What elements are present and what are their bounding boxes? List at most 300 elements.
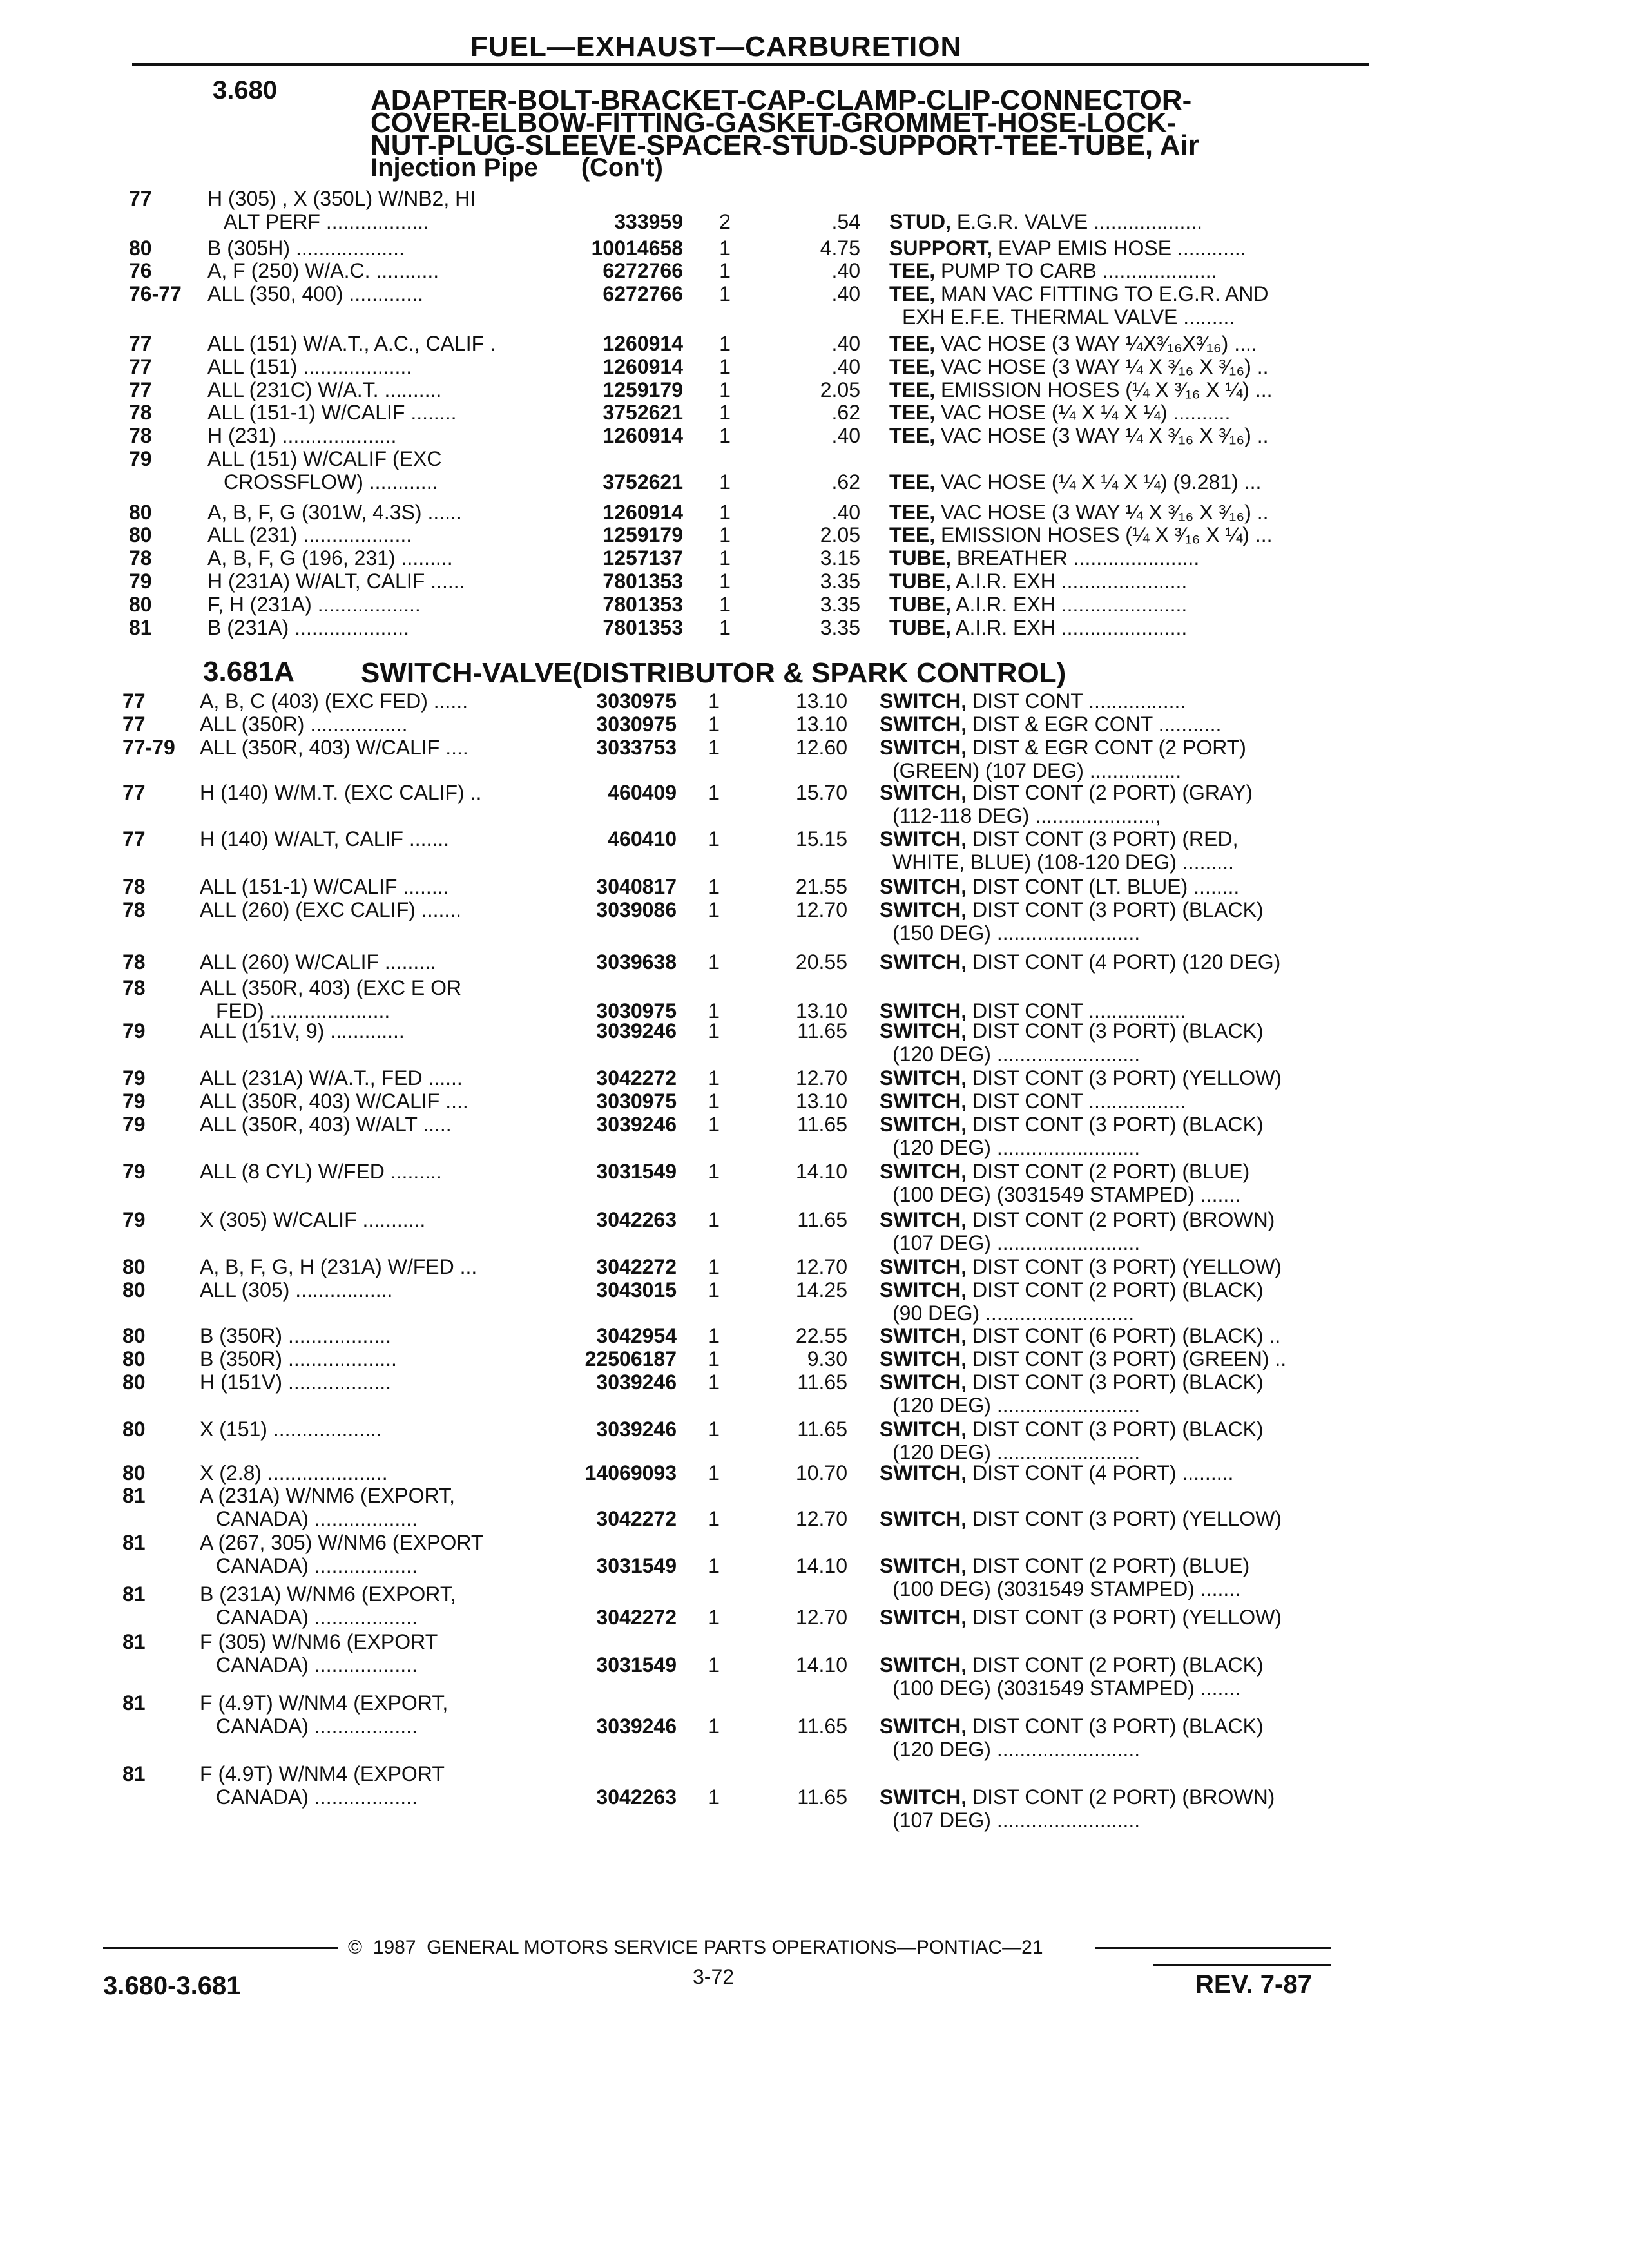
description-cont: (112-118 DEG) ....................., bbox=[892, 804, 1161, 827]
model-year: 79 bbox=[122, 1113, 146, 1136]
part-number: 3042272 bbox=[596, 1507, 677, 1530]
part-number: 3039638 bbox=[596, 950, 677, 974]
description bbox=[889, 616, 1187, 639]
description bbox=[880, 1785, 1275, 1809]
price: 12.70 bbox=[795, 1606, 847, 1629]
description-text: DIST & EGR CONT ........... bbox=[967, 713, 1222, 736]
application: A, B, F, G (196, 231) ......... bbox=[207, 546, 453, 570]
part-number: 1259179 bbox=[602, 523, 683, 546]
price: 12.70 bbox=[795, 1507, 847, 1530]
description-text: DIST CONT ................. bbox=[967, 999, 1186, 1023]
description bbox=[880, 875, 1239, 898]
description-keyword: SWITCH, bbox=[880, 950, 967, 974]
price: 20.55 bbox=[795, 950, 847, 974]
model-year: 77 bbox=[122, 827, 146, 850]
footer-revision: REV. 7-87 bbox=[1195, 1970, 1312, 1999]
model-year: 80 bbox=[122, 1461, 146, 1485]
application-cont: CANADA) .................. bbox=[216, 1653, 418, 1677]
part-number: 3043015 bbox=[596, 1278, 677, 1302]
header-rule bbox=[132, 63, 1369, 66]
quantity: 1 bbox=[708, 1255, 720, 1278]
description-keyword: SWITCH, bbox=[880, 1019, 967, 1043]
price: 3.35 bbox=[820, 570, 860, 593]
description-text: VAC HOSE (3 WAY ¼ X ³⁄₁₆ X ³⁄₁₆) .. bbox=[935, 355, 1269, 378]
price: .40 bbox=[831, 332, 860, 355]
model-year: 80 bbox=[122, 1324, 146, 1347]
part-number: 3030975 bbox=[596, 713, 677, 736]
description-keyword: SWITCH, bbox=[880, 898, 967, 921]
part-number: 3039086 bbox=[596, 898, 677, 921]
quantity: 1 bbox=[708, 1370, 720, 1394]
description-keyword: SWITCH, bbox=[880, 1507, 967, 1530]
description bbox=[880, 781, 1253, 804]
description-keyword: SWITCH, bbox=[880, 1785, 967, 1809]
description-text: DIST CONT ................. bbox=[967, 1090, 1186, 1113]
part-number: 14069093 bbox=[584, 1461, 677, 1485]
quantity: 1 bbox=[708, 1461, 720, 1485]
price: 14.25 bbox=[795, 1278, 847, 1302]
model-year: 80 bbox=[129, 523, 152, 546]
application: ALL (350R) ................. bbox=[200, 713, 408, 736]
quantity: 1 bbox=[708, 1715, 720, 1738]
description bbox=[889, 378, 1273, 401]
application: A (267, 305) W/NM6 (EXPORT bbox=[200, 1531, 484, 1554]
application: H (151V) .................. bbox=[200, 1370, 391, 1394]
model-year: 77 bbox=[122, 713, 146, 736]
model-year: 78 bbox=[122, 976, 146, 999]
part-number: 3030975 bbox=[596, 999, 677, 1023]
part-number: 10014658 bbox=[591, 236, 683, 260]
price: 12.70 bbox=[795, 1255, 847, 1278]
description bbox=[880, 736, 1246, 759]
description-keyword: SWITCH, bbox=[880, 1066, 967, 1090]
description bbox=[880, 1370, 1264, 1394]
price: 14.10 bbox=[795, 1160, 847, 1183]
model-year: 80 bbox=[129, 501, 152, 524]
description-text: DIST CONT (3 PORT) (YELLOW) bbox=[967, 1066, 1282, 1090]
description bbox=[880, 689, 1186, 713]
quantity: 1 bbox=[708, 1507, 720, 1530]
application: ALL (231A) W/A.T., FED ...... bbox=[200, 1066, 463, 1090]
application: ALL (350R, 403) (EXC E OR bbox=[200, 976, 462, 999]
footer-rule-left bbox=[103, 1947, 338, 1949]
description-cont: (120 DEG) ......................... bbox=[892, 1738, 1141, 1761]
model-year: 79 bbox=[129, 570, 152, 593]
quantity: 1 bbox=[708, 689, 720, 713]
description-text: A.I.R. EXH ...................... bbox=[951, 570, 1188, 593]
quantity: 1 bbox=[719, 501, 731, 524]
price: .40 bbox=[831, 424, 860, 447]
quantity: 1 bbox=[708, 1113, 720, 1136]
price: 12.70 bbox=[795, 1066, 847, 1090]
model-year: 77 bbox=[129, 187, 152, 210]
model-year: 78 bbox=[129, 424, 152, 447]
description bbox=[889, 401, 1230, 424]
application: ALL (350R, 403) W/CALIF .... bbox=[200, 736, 468, 759]
price: 11.65 bbox=[797, 1785, 847, 1809]
description-text: EMISSION HOSES (¼ X ³⁄₁₆ X ¼) ... bbox=[935, 378, 1273, 401]
price: .40 bbox=[831, 355, 860, 378]
quantity: 1 bbox=[708, 1554, 720, 1577]
quantity: 1 bbox=[719, 332, 731, 355]
description bbox=[889, 424, 1269, 447]
application: ALL (151) W/A.T., A.C., CALIF . bbox=[207, 332, 496, 355]
quantity: 1 bbox=[719, 378, 731, 401]
quantity: 1 bbox=[708, 875, 720, 898]
model-year: 81 bbox=[122, 1484, 146, 1507]
quantity: 1 bbox=[708, 1324, 720, 1347]
price: .62 bbox=[831, 401, 860, 424]
description-text: DIST CONT (4 PORT) ......... bbox=[967, 1461, 1234, 1485]
section-title-line: ADAPTER-BOLT-BRACKET-CAP-CLAMP-CLIP-CONNECTOR- bbox=[371, 84, 1192, 116]
description-cont: (120 DEG) ......................... bbox=[892, 1441, 1141, 1464]
part-number: 3039246 bbox=[596, 1370, 677, 1394]
model-year: 80 bbox=[129, 593, 152, 616]
part-number: 460410 bbox=[608, 827, 677, 850]
price: 15.15 bbox=[795, 827, 847, 850]
quantity: 1 bbox=[708, 1606, 720, 1629]
application: ALL (151-1) W/CALIF ........ bbox=[200, 875, 449, 898]
model-year: 80 bbox=[122, 1418, 146, 1441]
part-number: 3042272 bbox=[596, 1255, 677, 1278]
price: 15.70 bbox=[795, 781, 847, 804]
part-number: 3033753 bbox=[596, 736, 677, 759]
application-cont: CANADA) .................. bbox=[216, 1715, 418, 1738]
model-year: 77 bbox=[129, 332, 152, 355]
description-text: DIST CONT (2 PORT) (BLUE) bbox=[967, 1160, 1250, 1183]
application: B (231A) W/NM6 (EXPORT, bbox=[200, 1582, 456, 1606]
description bbox=[889, 236, 1246, 260]
price: .54 bbox=[831, 210, 860, 233]
quantity: 1 bbox=[719, 282, 731, 305]
description bbox=[880, 1554, 1249, 1577]
description-keyword: SWITCH, bbox=[880, 827, 967, 850]
application: H (140) W/M.T. (EXC CALIF) .. bbox=[200, 781, 482, 804]
description-text: DIST CONT (3 PORT) (YELLOW) bbox=[967, 1507, 1282, 1530]
application: B (231A) .................... bbox=[207, 616, 409, 639]
quantity: 1 bbox=[708, 1347, 720, 1370]
description-text: MAN VAC FITTING TO E.G.R. AND bbox=[935, 282, 1269, 305]
quantity: 1 bbox=[708, 1785, 720, 1809]
description-text: DIST CONT (3 PORT) (BLACK) bbox=[967, 1113, 1264, 1136]
price: 11.65 bbox=[797, 1715, 847, 1738]
model-year: 81 bbox=[122, 1531, 146, 1554]
section-title-line: NUT-PLUG-SLEEVE-SPACER-STUD-SUPPORT-TEE-TUBE, Air bbox=[371, 130, 1199, 161]
description bbox=[880, 1347, 1286, 1370]
price: 22.55 bbox=[795, 1324, 847, 1347]
application: A (231A) W/NM6 (EXPORT, bbox=[200, 1484, 455, 1507]
description-keyword: SWITCH, bbox=[880, 1554, 967, 1577]
quantity: 1 bbox=[719, 259, 731, 282]
description bbox=[880, 1653, 1264, 1677]
description bbox=[880, 1208, 1275, 1231]
description-keyword: SWITCH, bbox=[880, 1113, 967, 1136]
description bbox=[889, 593, 1187, 616]
description-text: VAC HOSE (¼ X ¼ X ¼) .......... bbox=[935, 401, 1231, 424]
application: ALL (151) ................... bbox=[207, 355, 412, 378]
application: A, B, C (403) (EXC FED) ...... bbox=[200, 689, 468, 713]
part-number: 3030975 bbox=[596, 1090, 677, 1113]
price: 13.10 bbox=[795, 1090, 847, 1113]
description-keyword: SUPPORT, bbox=[889, 236, 993, 260]
part-number: 7801353 bbox=[602, 616, 683, 639]
description-keyword: TEE, bbox=[889, 401, 936, 424]
quantity: 1 bbox=[708, 1418, 720, 1441]
part-number: 3031549 bbox=[596, 1554, 677, 1577]
price: .40 bbox=[831, 501, 860, 524]
model-year: 79 bbox=[122, 1160, 146, 1183]
description-keyword: TEE, bbox=[889, 424, 936, 447]
description-text: VAC HOSE (3 WAY ¼ X ³⁄₁₆ X ³⁄₁₆) .. bbox=[935, 424, 1269, 447]
description-keyword: SWITCH, bbox=[880, 1370, 967, 1394]
section-number: 3.681A bbox=[203, 656, 294, 687]
quantity: 1 bbox=[719, 546, 731, 570]
description-keyword: SWITCH, bbox=[880, 1461, 967, 1485]
price: 2.05 bbox=[820, 523, 860, 546]
description-text: DIST CONT (2 PORT) (BLUE) bbox=[967, 1554, 1250, 1577]
application: ALL (151) W/CALIF (EXC bbox=[207, 447, 442, 470]
application-cont: CROSSFLOW) ............ bbox=[224, 470, 438, 494]
model-year: 80 bbox=[122, 1370, 146, 1394]
description bbox=[880, 1278, 1264, 1302]
description-cont: (107 DEG) ......................... bbox=[892, 1809, 1141, 1832]
description-text: DIST CONT ................. bbox=[967, 689, 1186, 713]
model-year: 80 bbox=[129, 236, 152, 260]
description bbox=[880, 950, 1280, 974]
price: 9.30 bbox=[807, 1347, 847, 1370]
model-year: 78 bbox=[129, 546, 152, 570]
description-keyword: SWITCH, bbox=[880, 1715, 967, 1738]
description-keyword: TEE, bbox=[889, 332, 936, 355]
quantity: 1 bbox=[708, 781, 720, 804]
model-year: 81 bbox=[129, 616, 152, 639]
part-number: 3752621 bbox=[602, 401, 683, 424]
price: 11.65 bbox=[797, 1418, 847, 1441]
application: ALL (260) W/CALIF ......... bbox=[200, 950, 436, 974]
description-cont: (100 DEG) (3031549 STAMPED) ....... bbox=[892, 1577, 1241, 1600]
part-number: 3039246 bbox=[596, 1715, 677, 1738]
part-number: 3039246 bbox=[596, 1019, 677, 1043]
price: 11.65 bbox=[797, 1208, 847, 1231]
price: .40 bbox=[831, 282, 860, 305]
quantity: 1 bbox=[719, 355, 731, 378]
application: A, B, F, G, H (231A) W/FED ... bbox=[200, 1255, 477, 1278]
model-year: 77-79 bbox=[122, 736, 175, 759]
description-text: DIST CONT (2 PORT) (BROWN) bbox=[967, 1208, 1275, 1231]
description-keyword: STUD, bbox=[889, 210, 951, 233]
part-number: 1260914 bbox=[602, 501, 683, 524]
application: H (231) .................... bbox=[207, 424, 397, 447]
description bbox=[880, 898, 1264, 921]
description-keyword: SWITCH, bbox=[880, 713, 967, 736]
model-year: 81 bbox=[122, 1691, 146, 1715]
description-text: VAC HOSE (3 WAY ¼ X ³⁄₁₆ X ³⁄₁₆) .. bbox=[935, 501, 1269, 524]
application: ALL (231) ................... bbox=[207, 523, 412, 546]
part-number: 1259179 bbox=[602, 378, 683, 401]
quantity: 1 bbox=[708, 1019, 720, 1043]
price: 2.05 bbox=[820, 378, 860, 401]
description-text: DIST CONT (2 PORT) (GRAY) bbox=[967, 781, 1253, 804]
section-title-line: Injection Pipe (Con't) bbox=[371, 153, 663, 182]
description-keyword: SWITCH, bbox=[880, 1090, 967, 1113]
quantity: 1 bbox=[719, 593, 731, 616]
description bbox=[889, 470, 1261, 494]
model-year: 76-77 bbox=[129, 282, 182, 305]
description-text: DIST CONT (3 PORT) (BLACK) bbox=[967, 1370, 1264, 1394]
application: F (4.9T) W/NM4 (EXPORT bbox=[200, 1762, 445, 1785]
part-number: 3031549 bbox=[596, 1160, 677, 1183]
quantity: 1 bbox=[708, 1208, 720, 1231]
application: ALL (151V, 9) ............. bbox=[200, 1019, 405, 1043]
description-cont: WHITE, BLUE) (108-120 DEG) ......... bbox=[892, 850, 1234, 874]
application: B (350R) .................. bbox=[200, 1324, 391, 1347]
description-text: DIST CONT (3 PORT) (BLACK) bbox=[967, 898, 1264, 921]
description bbox=[889, 210, 1202, 233]
description-keyword: SWITCH, bbox=[880, 781, 967, 804]
application: A, B, F, G (301W, 4.3S) ...... bbox=[207, 501, 462, 524]
description-cont: (90 DEG) .......................... bbox=[892, 1302, 1135, 1325]
description-keyword: TUBE, bbox=[889, 546, 951, 570]
application-cont: ALT PERF .................. bbox=[224, 210, 429, 233]
description bbox=[880, 1715, 1264, 1738]
model-year: 79 bbox=[122, 1066, 146, 1090]
price: 4.75 bbox=[820, 236, 860, 260]
description-cont: (120 DEG) ......................... bbox=[892, 1394, 1141, 1417]
description bbox=[880, 1066, 1282, 1090]
description-text: VAC HOSE (3 WAY ¼X³⁄₁₆X³⁄₁₆) .... bbox=[935, 332, 1257, 355]
application: F, H (231A) .................. bbox=[207, 593, 421, 616]
price: 3.35 bbox=[820, 616, 860, 639]
application: B (350R) ................... bbox=[200, 1347, 397, 1370]
model-year: 77 bbox=[129, 355, 152, 378]
price: 11.65 bbox=[797, 1019, 847, 1043]
model-year: 80 bbox=[122, 1347, 146, 1370]
application: ALL (8 CYL) W/FED ......... bbox=[200, 1160, 442, 1183]
price: 13.10 bbox=[795, 999, 847, 1023]
description bbox=[889, 282, 1269, 305]
application-cont: CANADA) .................. bbox=[216, 1606, 418, 1629]
part-number: 1260914 bbox=[602, 424, 683, 447]
application: F (305) W/NM6 (EXPORT bbox=[200, 1630, 438, 1653]
price: .62 bbox=[831, 470, 860, 494]
footer-page-number: 3-72 bbox=[693, 1965, 735, 1988]
model-year: 79 bbox=[122, 1019, 146, 1043]
description-text: DIST CONT (2 PORT) (BLACK) bbox=[967, 1278, 1264, 1302]
description-keyword: TEE, bbox=[889, 378, 936, 401]
price: 14.10 bbox=[795, 1554, 847, 1577]
description bbox=[880, 1090, 1186, 1113]
application-cont: CANADA) .................. bbox=[216, 1785, 418, 1809]
description-text: DIST CONT (3 PORT) (BLACK) bbox=[967, 1715, 1264, 1738]
model-year: 77 bbox=[129, 378, 152, 401]
price: 11.65 bbox=[797, 1113, 847, 1136]
application: ALL (350R, 403) W/CALIF .... bbox=[200, 1090, 468, 1113]
application: X (151) ................... bbox=[200, 1418, 382, 1441]
section-number: 3.680 bbox=[213, 76, 278, 104]
description-cont: (100 DEG) (3031549 STAMPED) ....... bbox=[892, 1677, 1241, 1700]
quantity: 1 bbox=[708, 1160, 720, 1183]
model-year: 80 bbox=[122, 1255, 146, 1278]
description bbox=[880, 1255, 1282, 1278]
quantity: 1 bbox=[719, 424, 731, 447]
description-text: E.G.R. VALVE ................... bbox=[951, 210, 1203, 233]
application-cont: CANADA) .................. bbox=[216, 1507, 418, 1530]
footer-section-code: 3.680-3.681 bbox=[103, 1972, 241, 2000]
quantity: 1 bbox=[708, 713, 720, 736]
description-text: DIST CONT (3 PORT) (GREEN) .. bbox=[967, 1347, 1287, 1370]
price: 21.55 bbox=[795, 875, 847, 898]
description-keyword: SWITCH, bbox=[880, 1347, 967, 1370]
quantity: 1 bbox=[719, 570, 731, 593]
quantity: 1 bbox=[719, 523, 731, 546]
application: ALL (350, 400) ............. bbox=[207, 282, 423, 305]
description bbox=[880, 1113, 1264, 1136]
price: .40 bbox=[831, 259, 860, 282]
section-title bbox=[371, 84, 1199, 182]
description-keyword: SWITCH, bbox=[880, 1255, 967, 1278]
part-number: 3039246 bbox=[596, 1113, 677, 1136]
description-keyword: SWITCH, bbox=[880, 1418, 967, 1441]
part-number: 3039246 bbox=[596, 1418, 677, 1441]
part-number: 333959 bbox=[614, 210, 683, 233]
part-number: 3040817 bbox=[596, 875, 677, 898]
quantity: 2 bbox=[719, 210, 731, 233]
description-text: DIST CONT (LT. BLUE) ........ bbox=[967, 875, 1240, 898]
price: 3.15 bbox=[820, 546, 860, 570]
part-number: 3042263 bbox=[596, 1785, 677, 1809]
description-cont: (120 DEG) ......................... bbox=[892, 1136, 1141, 1159]
description bbox=[880, 713, 1221, 736]
part-number: 6272766 bbox=[602, 282, 683, 305]
description-text: BREATHER ...................... bbox=[951, 546, 1200, 570]
description-text: EVAP EMIS HOSE ............ bbox=[992, 236, 1246, 260]
part-number: 3042272 bbox=[596, 1606, 677, 1629]
quantity: 1 bbox=[708, 1653, 720, 1677]
model-year: 78 bbox=[129, 401, 152, 424]
description bbox=[880, 1019, 1264, 1043]
quantity: 1 bbox=[719, 616, 731, 639]
model-year: 77 bbox=[122, 781, 146, 804]
quantity: 1 bbox=[708, 999, 720, 1023]
description-keyword: TUBE, bbox=[889, 593, 951, 616]
description-keyword: TUBE, bbox=[889, 570, 951, 593]
description-text: DIST & EGR CONT (2 PORT) bbox=[967, 736, 1246, 759]
description-keyword: TEE, bbox=[889, 501, 936, 524]
price: 12.70 bbox=[795, 898, 847, 921]
description-keyword: TUBE, bbox=[889, 616, 951, 639]
application: ALL (151-1) W/CALIF ........ bbox=[207, 401, 457, 424]
model-year: 76 bbox=[129, 259, 152, 282]
application: ALL (260) (EXC CALIF) ....... bbox=[200, 898, 462, 921]
part-number: 7801353 bbox=[602, 593, 683, 616]
footer-rule-right bbox=[1095, 1947, 1331, 1949]
application: F (4.9T) W/NM4 (EXPORT, bbox=[200, 1691, 448, 1715]
description bbox=[889, 523, 1273, 546]
price: 10.70 bbox=[795, 1461, 847, 1485]
application-cont: CANADA) .................. bbox=[216, 1554, 418, 1577]
quantity: 1 bbox=[708, 1278, 720, 1302]
description bbox=[880, 1418, 1264, 1441]
description-text: DIST CONT (3 PORT) (RED, bbox=[967, 827, 1239, 850]
application: A, F (250) W/A.C. ........... bbox=[207, 259, 439, 282]
page-header-title: FUEL—EXHAUST—CARBURETION bbox=[470, 31, 962, 62]
description bbox=[889, 259, 1217, 282]
description-cont: (107 DEG) ......................... bbox=[892, 1231, 1141, 1254]
part-number: 22506187 bbox=[584, 1347, 677, 1370]
part-number: 6272766 bbox=[602, 259, 683, 282]
price: 11.65 bbox=[797, 1370, 847, 1394]
section-title-line: COVER-ELBOW-FITTING-GASKET-GROMMET-HOSE-LOCK- bbox=[371, 107, 1177, 139]
